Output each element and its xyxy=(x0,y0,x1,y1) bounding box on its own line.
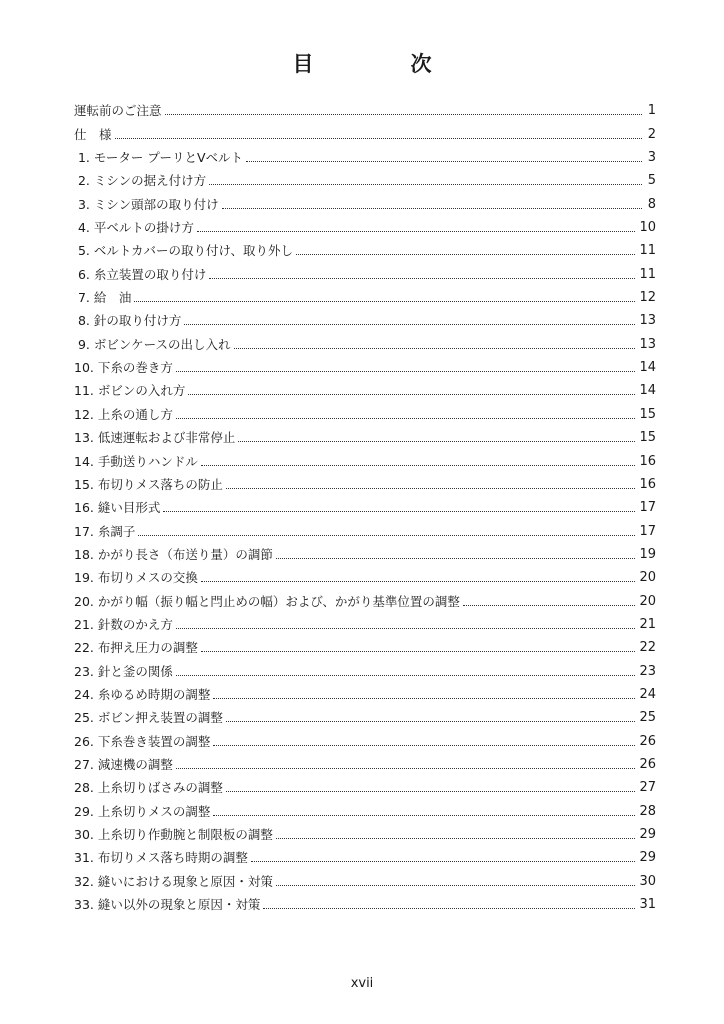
toc-entry-page: 26 xyxy=(639,756,656,772)
toc-entry-number: 23. xyxy=(74,663,98,679)
toc-entry-label: 低速運転および非常停止 xyxy=(97,430,236,446)
toc-entry-label: 針と釜の関係 xyxy=(97,663,173,679)
toc-entry-label: 下糸の巻き方 xyxy=(97,360,173,376)
toc-entry-page: 16 xyxy=(639,476,656,492)
toc-entry-number: 29. xyxy=(74,803,98,819)
toc-entry-label: 針の取り付け方 xyxy=(93,313,182,329)
toc-entry xyxy=(74,819,656,842)
toc-entry-label: 手動送りハンドル xyxy=(97,453,198,469)
toc-entry xyxy=(74,795,656,818)
toc-entry-number: 26. xyxy=(74,733,98,749)
dot-leader xyxy=(276,885,636,886)
toc-entry-label: 糸ゆるめ時期の調整 xyxy=(97,686,211,702)
toc-entry-page: 3 xyxy=(647,150,656,166)
toc-entry-page: 1 xyxy=(647,103,656,119)
toc-entry xyxy=(74,772,656,795)
toc-entry xyxy=(74,445,656,468)
toc-entry xyxy=(74,422,656,445)
dot-leader xyxy=(296,254,635,255)
toc-entry-number: 10. xyxy=(74,360,98,376)
toc-entry xyxy=(74,305,656,328)
toc-entry-label: ボビンケースの出し入れ xyxy=(93,336,231,352)
dot-leader xyxy=(176,675,636,676)
toc-entry-number: 7. xyxy=(74,290,94,306)
dot-leader xyxy=(138,535,635,536)
toc-entry-number: 27. xyxy=(74,756,98,772)
toc-entry-label: 上糸切り作動腕と制限板の調整 xyxy=(97,827,273,842)
toc-entry xyxy=(74,165,656,188)
toc-entry-label: 給 油 xyxy=(93,290,132,306)
toc-entry-label: 針数のかえ方 xyxy=(97,616,173,632)
toc-entry-page: 12 xyxy=(639,290,656,306)
toc-entry-page: 30 xyxy=(639,873,656,889)
toc-entry-number: 17. xyxy=(74,523,98,539)
dot-leader xyxy=(246,161,642,162)
toc-entry xyxy=(74,95,656,118)
toc-entry xyxy=(74,282,656,305)
toc-entry-number: 21. xyxy=(74,616,98,632)
toc-entry xyxy=(74,865,656,888)
toc-entry-page: 27 xyxy=(639,780,656,796)
toc-entry-page: 21 xyxy=(639,616,656,632)
toc-entry-label: 布押え圧力の調整 xyxy=(97,640,198,656)
dot-leader xyxy=(276,838,636,839)
toc-entry-number: 32. xyxy=(74,873,98,889)
toc-entry-number: 15. xyxy=(74,476,98,492)
page-number-footer: xvii xyxy=(350,976,374,991)
page-title: 目 次 xyxy=(292,52,470,76)
toc-entry-number: 19. xyxy=(74,570,98,586)
toc-entry-number: 4. xyxy=(74,220,94,236)
dot-leader xyxy=(213,698,635,699)
dot-leader xyxy=(163,511,635,512)
toc-entry-label: 減速機の調整 xyxy=(97,756,173,772)
dot-leader xyxy=(234,348,636,349)
toc-entry-page: 20 xyxy=(639,593,656,609)
toc-entry-number: 16. xyxy=(74,500,98,516)
dot-leader xyxy=(209,184,642,185)
toc-entry-label: 糸立装置の取り付け xyxy=(93,266,207,282)
toc-entry xyxy=(74,352,656,375)
toc-entry-page: 17 xyxy=(639,500,656,516)
toc-entry-page: 13 xyxy=(639,313,656,329)
toc-entry-number: 1. xyxy=(74,150,94,166)
toc-entry-page: 11 xyxy=(639,243,656,259)
toc-entry-page: 19 xyxy=(639,546,656,562)
toc-entry xyxy=(74,188,656,211)
table-of-contents xyxy=(74,95,656,912)
toc-entry-label: かがり長さ（布送り量）の調節 xyxy=(97,546,273,562)
toc-entry xyxy=(74,562,656,585)
toc-entry-label: ボビン押え装置の調整 xyxy=(97,710,223,726)
toc-entry xyxy=(74,585,656,608)
dot-leader xyxy=(201,465,636,466)
toc-entry-number: 12. xyxy=(74,406,98,422)
dot-leader xyxy=(188,394,635,395)
toc-entry xyxy=(74,235,656,258)
toc-entry-page: 29 xyxy=(639,850,656,866)
toc-entry xyxy=(74,679,656,702)
toc-entry xyxy=(74,725,656,748)
toc-entry-page: 28 xyxy=(639,803,656,819)
dot-leader xyxy=(251,861,636,862)
dot-leader xyxy=(213,745,635,746)
toc-entry-page: 15 xyxy=(639,430,656,446)
toc-entry-number: 20. xyxy=(74,593,98,609)
toc-entry-number: 9. xyxy=(74,336,94,352)
toc-entry-number: 25. xyxy=(74,710,98,726)
dot-leader xyxy=(226,791,636,792)
toc-entry-label: ミシンの据え付け方 xyxy=(93,173,207,189)
dot-leader xyxy=(226,488,636,489)
toc-entry-page: 8 xyxy=(647,196,656,212)
toc-entry-label: 下糸巻き装置の調整 xyxy=(97,733,211,749)
toc-entry xyxy=(74,702,656,725)
dot-leader xyxy=(176,371,636,372)
toc-entry-page: 31 xyxy=(639,897,656,913)
dot-leader xyxy=(184,324,635,325)
toc-entry-page: 29 xyxy=(639,827,656,842)
toc-entry-number: 22. xyxy=(74,640,98,656)
toc-entry-number: 8. xyxy=(74,313,94,329)
toc-entry-page: 23 xyxy=(639,663,656,679)
dot-leader xyxy=(176,418,636,419)
dot-leader xyxy=(263,908,635,909)
toc-entry xyxy=(74,749,656,772)
toc-entry-page: 25 xyxy=(639,710,656,726)
toc-entry xyxy=(74,118,656,141)
toc-entry-label: ベルトカバーの取り付け、取り外し xyxy=(93,243,294,259)
dot-leader xyxy=(115,138,642,139)
toc-entry-page: 13 xyxy=(639,336,656,352)
toc-entry-number: 2. xyxy=(74,173,94,189)
toc-entry xyxy=(74,328,656,351)
toc-entry-page: 17 xyxy=(639,523,656,539)
toc-entry-page: 10 xyxy=(639,220,656,236)
toc-entry xyxy=(74,842,656,865)
toc-entry xyxy=(74,632,656,655)
toc-entry xyxy=(74,375,656,398)
dot-leader xyxy=(276,558,636,559)
toc-entry-label: かがり幅（振り幅と閂止めの幅）および、かがり基準位置の調整 xyxy=(97,593,460,609)
toc-entry-page: 20 xyxy=(639,570,656,586)
dot-leader xyxy=(197,231,636,232)
toc-entry-number: 6. xyxy=(74,266,94,282)
toc-entry-label: 縫い以外の現象と原因・対策 xyxy=(97,897,261,913)
toc-entry-label: 上糸切りメスの調整 xyxy=(97,803,211,819)
toc-entry-page: 2 xyxy=(647,126,656,142)
toc-entry-number: 3. xyxy=(74,196,94,212)
toc-entry-label: 布切りメス落ち時期の調整 xyxy=(97,850,248,866)
toc-entry xyxy=(74,142,656,165)
toc-entry xyxy=(74,469,656,492)
toc-entry xyxy=(74,515,656,538)
toc-entry-number: 13. xyxy=(74,430,98,446)
toc-entry-label: 上糸の通し方 xyxy=(97,406,173,422)
toc-entry-number: 30. xyxy=(74,827,98,842)
dot-leader xyxy=(209,278,635,279)
dot-leader xyxy=(201,581,636,582)
toc-entry-number: 11. xyxy=(74,383,98,399)
dot-leader xyxy=(238,441,635,442)
dot-leader xyxy=(165,114,642,115)
toc-entry-number: 24. xyxy=(74,686,98,702)
toc-entry-label: ボビンの入れ方 xyxy=(97,383,186,399)
toc-entry-label: 縫いにおける現象と原因・対策 xyxy=(97,873,273,889)
dot-leader xyxy=(201,651,636,652)
toc-entry-page: 5 xyxy=(647,173,656,189)
toc-entry-page: 26 xyxy=(639,733,656,749)
toc-entry-label: 上糸切りばさみの調整 xyxy=(97,780,223,796)
toc-entry xyxy=(74,492,656,515)
toc-entry-number: 14. xyxy=(74,453,98,469)
dot-leader xyxy=(463,605,636,606)
toc-entry xyxy=(74,889,656,912)
toc-entry-page: 11 xyxy=(639,266,656,282)
toc-entry-label: 布切りメスの交換 xyxy=(97,570,198,586)
toc-entry xyxy=(74,212,656,235)
toc-entry-page: 22 xyxy=(639,640,656,656)
toc-entry-number: 31. xyxy=(74,850,98,866)
dot-leader xyxy=(134,301,635,302)
toc-entry-label: 運転前のご注意 xyxy=(74,103,162,119)
toc-entry xyxy=(74,258,656,281)
toc-entry-page: 15 xyxy=(639,406,656,422)
dot-leader xyxy=(222,208,642,209)
toc-entry xyxy=(74,655,656,678)
toc-entry-label: ミシン頭部の取り付け xyxy=(93,196,219,212)
dot-leader xyxy=(176,768,636,769)
toc-entry xyxy=(74,539,656,562)
toc-entry-page: 14 xyxy=(639,360,656,376)
toc-entry-label: 縫い目形式 xyxy=(97,500,161,516)
toc-entry-page: 14 xyxy=(639,383,656,399)
dot-leader xyxy=(213,815,635,816)
dot-leader xyxy=(226,721,636,722)
toc-entry-label: 糸調子 xyxy=(97,523,136,539)
toc-entry-label: 平ベルトの掛け方 xyxy=(93,220,194,236)
toc-entry xyxy=(74,609,656,632)
dot-leader xyxy=(176,628,636,629)
toc-entry-label: モーター プーリとVベルト xyxy=(93,150,244,166)
toc-entry xyxy=(74,398,656,421)
toc-entry-page: 24 xyxy=(639,686,656,702)
toc-entry-page: 16 xyxy=(639,453,656,469)
toc-entry-label: 布切りメス落ちの防止 xyxy=(97,476,223,492)
toc-entry-number: 28. xyxy=(74,780,98,796)
toc-entry-number: 5. xyxy=(74,243,94,259)
toc-entry-number: 33. xyxy=(74,897,98,913)
toc-entry-label: 仕 様 xyxy=(74,126,112,142)
toc-entry-number: 18. xyxy=(74,546,98,562)
